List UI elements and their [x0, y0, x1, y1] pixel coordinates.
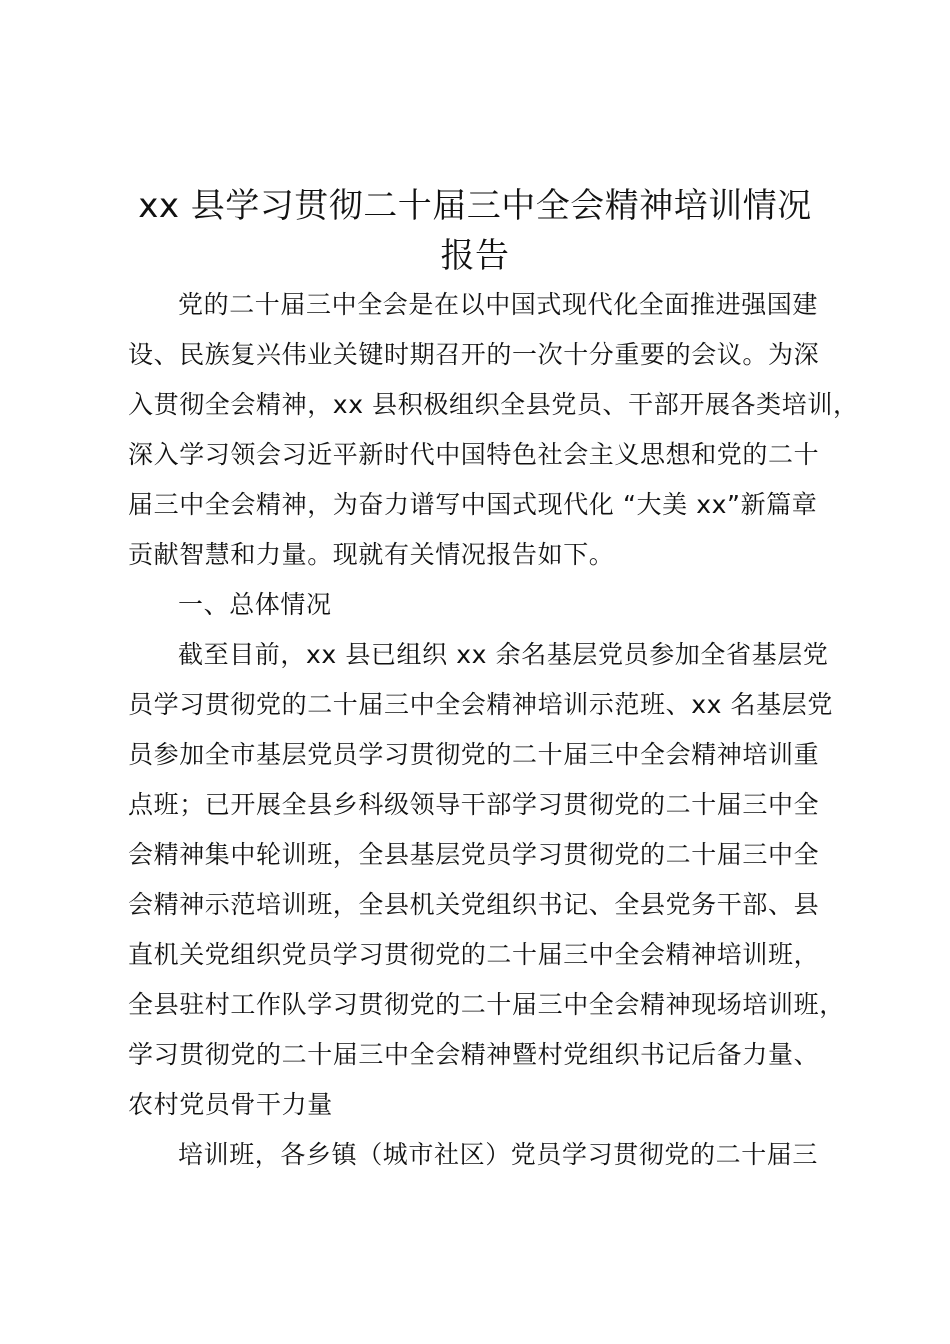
text-line: 截至目前，xx 县已组织 xx 余名基层党员参加全省基层党 [178, 640, 829, 669]
text-line: 培训班，各乡镇（城市社区）党员学习贯彻党的二十届三 [178, 1140, 819, 1169]
text-line: 点班；已开展全县乡科级领导干部学习贯彻党的二十届三中全 [128, 790, 820, 819]
text-line: 贡献智慧和力量。现就有关情况报告如下。 [128, 540, 615, 569]
text-line: 会精神集中轮训班，全县基层党员学习贯彻党的二十届三中全 [128, 840, 820, 869]
text-line: 届三中全会精神，为奋力谱写中国式现代化 “大美 xx”新篇章 [128, 490, 818, 519]
document-title-line-2: 报告 [440, 236, 510, 276]
section-heading: 一、总体情况 [178, 590, 332, 619]
text-line: 学习贯彻党的二十届三中全会精神暨村党组织书记后备力量、 [128, 1040, 820, 1069]
text-line: 党的二十届三中全会是在以中国式现代化全面推进强国建 [178, 290, 819, 319]
text-line: 员参加全市基层党员学习贯彻党的二十届三中全会精神培训重 [128, 740, 820, 769]
text-line: 会精神示范培训班，全县机关党组织书记、全县党务干部、县 [128, 890, 820, 919]
text-line: 直机关党组织党员学习贯彻党的二十届三中全会精神培训班， [128, 940, 820, 969]
text-line: 全县驻村工作队学习贯彻党的二十届三中全会精神现场培训班， [128, 990, 845, 1019]
text-line: 设、民族复兴伟业关键时期召开的一次十分重要的会议。为深 [128, 340, 820, 369]
text-line: 深入学习领会习近平新时代中国特色社会主义思想和党的二十 [128, 440, 820, 469]
document-title-line-1: xx 县学习贯彻二十届三中全会精神培训情况 [138, 186, 812, 226]
text-line: 员学习贯彻党的二十届三中全会精神培训示范班、xx 名基层党 [128, 690, 833, 719]
text-line: 入贯彻全会精神，xx 县积极组织全县党员、干部开展各类培训， [128, 390, 859, 419]
text-line: 农村党员骨干力量 [128, 1090, 333, 1119]
